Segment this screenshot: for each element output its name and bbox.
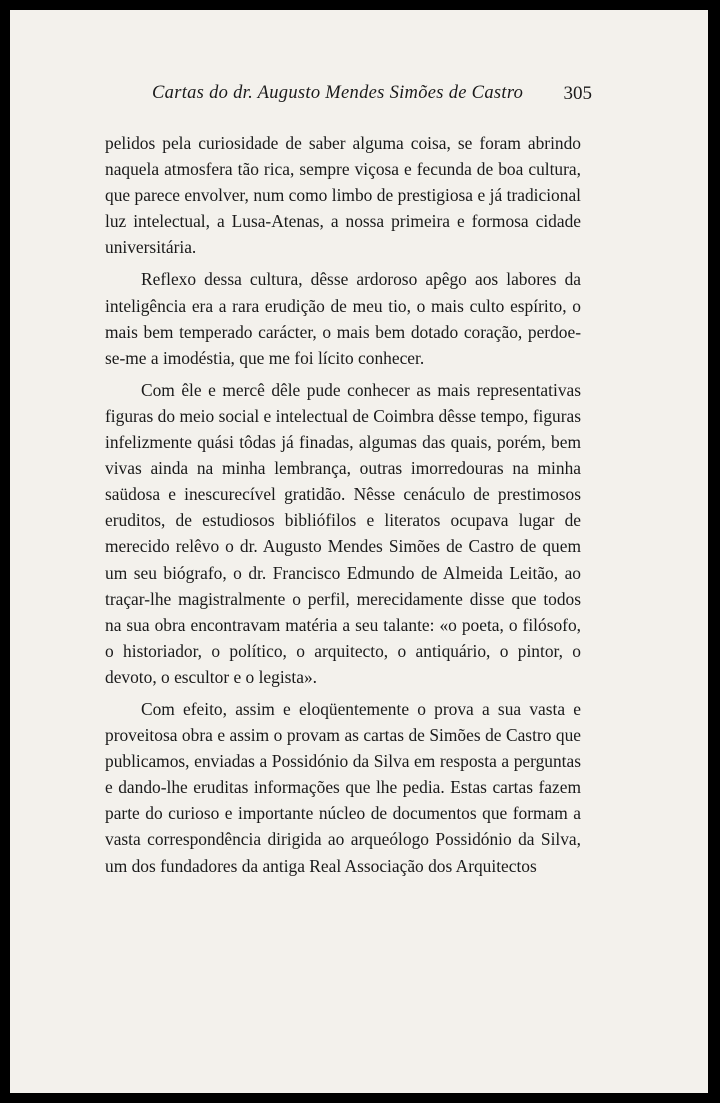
body-text bbox=[105, 130, 581, 885]
paragraph: pelidos pela curiosidade de saber alguma coisa, se foram abrindo naquela atmosfera tão rica, sempre viçosa e fecunda de boa cultura, que parece envolver, num como limbo de prestigiosa e já tradicional luz intelectual, a Lusa-Atenas, a nossa primeira e formosa cidade universitária. bbox=[105, 133, 581, 258]
running-title: Cartas do dr. Augusto Mendes Simões de Castro bbox=[152, 83, 524, 103]
book-page bbox=[10, 10, 708, 1093]
paragraph: Com efeito, assim e eloqüentemente o prova a sua vasta e proveitosa obra e assim o provam as cartas de Simões de Castro que publicamos, enviadas a Possidónio da Silva em resposta a perguntas e dando-lhe eruditas informações que lhe pedia. Estas cartas fazem parte do curioso e importante núcleo de documentos que formam a vasta correspondência dirigida ao arqueólogo Possidónio da Silva, um dos fundadores da antiga Real Associação dos Arquitectos bbox=[105, 698, 581, 876]
page-number: 305 bbox=[563, 83, 592, 104]
paragraph: Reflexo dessa cultura, dêsse ardoroso apêgo aos labores da inteligência era a rara erudição de meu tio, o mais culto espírito, o mais bem temperado carácter, o mais bem dotado coração, perdoe-se-me a imodéstia, que me foi lícito conhecer. bbox=[105, 269, 581, 368]
paragraph: Com êle e mercê dêle pude conhecer as mais representativas figuras do meio social e intelectual de Coimbra dêsse tempo, figuras infelizmente quási tôdas já finadas, algumas das quais, porém, bem vivas ainda na minha lembrança, outras imorredouras na minha saüdosa e inescurecível gratidão. Nêsse cenáculo de prestimosos eruditos, de estudiosos bibliófilos e literatos ocupava lugar de merecido relêvo o dr. Augusto Mendes Simões de Castro de quem um seu biógrafo, o dr. Francisco Edmundo de Almeida Leitão, ao traçar-lhe magistralmente o perfil, merecidamente disse que todos na sua obra encontravam matéria a seu talante: «o poeta, o filósofo, o historiador, o político, o arquitecto, o antiquário, o pintor, o devoto, o escultor e o legista». bbox=[105, 379, 581, 687]
